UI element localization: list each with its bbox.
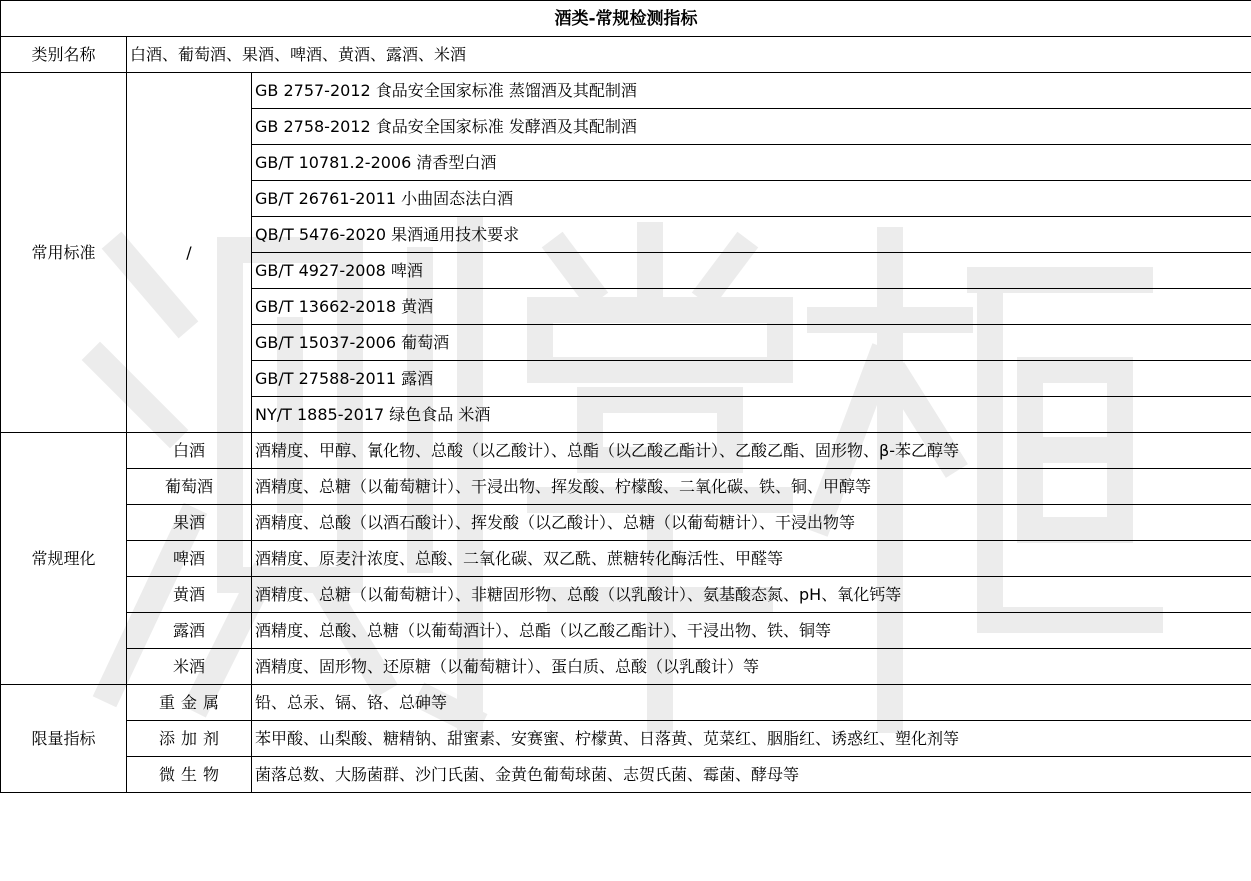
physchem-items: 酒精度、总糖（以葡萄糖计）、非糖固形物、总酸（以乳酸计）、氨基酸态氮、pH、氧化钙等 [252, 577, 1251, 613]
standard-item: GB/T 10781.2-2006 清香型白酒 [252, 145, 1251, 181]
limits-items: 苯甲酸、山梨酸、糖精钠、甜蜜素、安赛蜜、柠檬黄、日落黄、苋菜红、胭脂红、诱惑红、塑化剂等 [252, 721, 1251, 757]
standard-item: GB/T 4927-2008 啤酒 [252, 253, 1251, 289]
physchem-type: 啤酒 [127, 541, 252, 577]
physchem-type: 葡萄酒 [127, 469, 252, 505]
limits-row [1, 757, 1251, 793]
physchem-type: 果酒 [127, 505, 252, 541]
standard-item: GB/T 15037-2006 葡萄酒 [252, 325, 1251, 361]
standard-item: GB/T 27588-2011 露酒 [252, 361, 1251, 397]
limits-items: 菌落总数、大肠菌群、沙门氏菌、金黄色葡萄球菌、志贺氏菌、霉菌、酵母等 [252, 757, 1251, 793]
physchem-items: 酒精度、固形物、还原糖（以葡萄糖计）、蛋白质、总酸（以乳酸计）等 [252, 649, 1251, 685]
physchem-items: 酒精度、原麦汁浓度、总酸、二氧化碳、双乙酰、蔗糖转化酶活性、甲醛等 [252, 541, 1251, 577]
limits-type: 重金属 [127, 685, 252, 721]
standards-label: 常用标准 [1, 73, 127, 433]
physchem-items: 酒精度、总酸、总糖（以葡萄酒计）、总酯（以乙酸乙酯计）、干浸出物、铁、铜等 [252, 613, 1251, 649]
physchem-items: 酒精度、总酸（以酒石酸计）、挥发酸（以乙酸计）、总糖（以葡萄糖计）、干浸出物等 [252, 505, 1251, 541]
physchem-row [1, 505, 1251, 541]
standard-item: GB/T 13662-2018 黄酒 [252, 289, 1251, 325]
standard-row [1, 73, 1251, 109]
limits-row [1, 721, 1251, 757]
limits-type: 添加剂 [127, 721, 252, 757]
physchem-items: 酒精度、甲醇、氰化物、总酸（以乙酸计）、总酯（以乙酸乙酯计）、乙酸乙酯、固形物、β-苯乙醇等 [252, 433, 1251, 469]
physchem-label: 常规理化 [1, 433, 127, 685]
standard-item: NY/T 1885-2017 绿色食品 米酒 [252, 397, 1251, 433]
limits-items: 铅、总汞、镉、铬、总砷等 [252, 685, 1251, 721]
standards-sub: / [127, 73, 252, 433]
physchem-type: 黄酒 [127, 577, 252, 613]
physchem-row [1, 577, 1251, 613]
title-row [1, 1, 1251, 37]
limits-row [1, 685, 1251, 721]
physchem-row [1, 433, 1251, 469]
physchem-type: 露酒 [127, 613, 252, 649]
standard-item: QB/T 5476-2020 果酒通用技术要求 [252, 217, 1251, 253]
standard-item: GB/T 26761-2011 小曲固态法白酒 [252, 181, 1251, 217]
standard-item: GB 2758-2012 食品安全国家标准 发酵酒及其配制酒 [252, 109, 1251, 145]
category-label: 类别名称 [1, 37, 127, 73]
physchem-row [1, 649, 1251, 685]
physchem-type: 米酒 [127, 649, 252, 685]
category-row [1, 37, 1251, 73]
physchem-items: 酒精度、总糖（以葡萄糖计）、干浸出物、挥发酸、柠檬酸、二氧化碳、铁、铜、甲醇等 [252, 469, 1251, 505]
physchem-row [1, 613, 1251, 649]
limits-type: 微生物 [127, 757, 252, 793]
category-value: 白酒、葡萄酒、果酒、啤酒、黄酒、露酒、米酒 [127, 37, 1251, 73]
physchem-row [1, 469, 1251, 505]
standard-item: GB 2757-2012 食品安全国家标准 蒸馏酒及其配制酒 [252, 73, 1251, 109]
table-title: 酒类-常规检测指标 [1, 1, 1251, 37]
limits-label: 限量指标 [1, 685, 127, 793]
physchem-row [1, 541, 1251, 577]
physchem-type: 白酒 [127, 433, 252, 469]
